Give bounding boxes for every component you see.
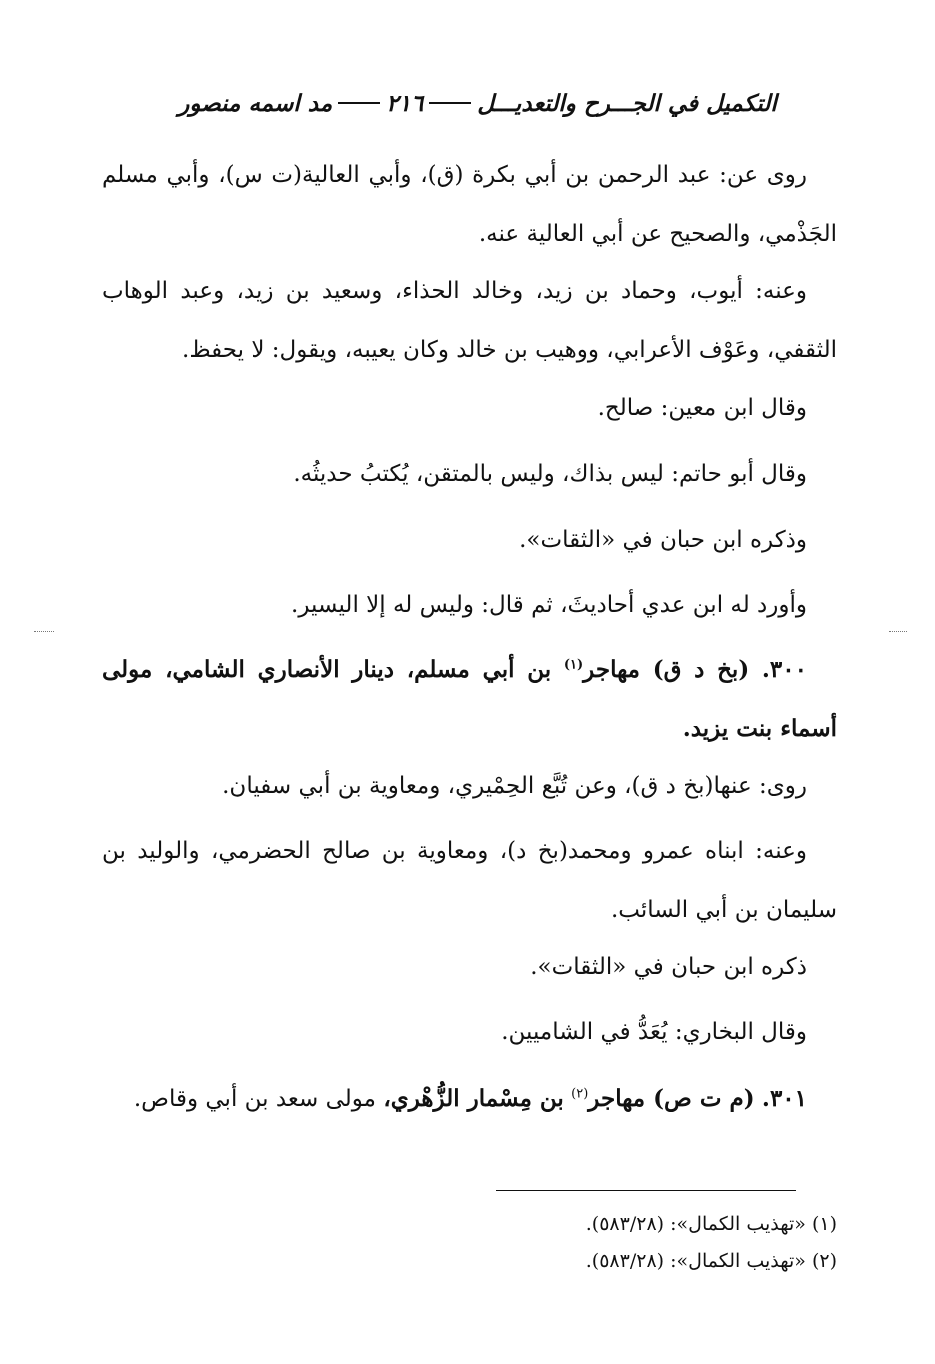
footnote-separator bbox=[496, 1190, 796, 1191]
footnote: (١) «تهذيب الكمال»: (٥٨٣/٢٨). bbox=[585, 1213, 837, 1235]
paragraph: وأورد له ابن عدي أحاديثَ، ثم قال: وليس له إلا اليسير. bbox=[291, 592, 807, 618]
paragraph: وقال ابن معين: صالح. bbox=[597, 395, 807, 421]
entry-patron: مولى سعد بن أبي وقاص. bbox=[133, 1086, 384, 1112]
entry-lineage: بن أبي مسلم، دينار الأنصاري الشامي، مولى أسماء بنت يزيد. bbox=[102, 656, 837, 742]
paragraph: وقال أبو حاتم: ليس بذاك، وليس بالمتقن، يُكتبُ حديثُه. bbox=[293, 461, 807, 487]
entry-lineage: بن مِسْمار الزُّهْري، bbox=[383, 1085, 564, 1112]
paragraph: روى عن: عبد الرحمن بن أبي بكرة (ق)، وأبي العالية(ت س)، وأبي مسلم الجَذْمي، والصحيح عن أبي العالية عنه. bbox=[102, 162, 837, 247]
header-dash bbox=[429, 102, 471, 104]
entry-number: ٣٠٠. bbox=[761, 656, 807, 683]
running-header bbox=[110, 88, 845, 120]
scan-mark bbox=[889, 631, 907, 632]
paragraph: وعنه: أيوب، وحماد بن زيد، وخالد الحذاء، وسعيد بن زيد، وعبد الوهاب الثقفي، وعَوْف الأعرابي، ووهيب بن خالد وكان يعيبه، ويقول: لا يحفظ. bbox=[102, 278, 837, 363]
footnote-ref: (٢) bbox=[571, 1086, 589, 1102]
footnote-ref: (١) bbox=[563, 657, 584, 673]
footnote: (٢) «تهذيب الكمال»: (٥٨٣/٢٨). bbox=[585, 1250, 837, 1272]
entry-301-heading bbox=[102, 1069, 837, 1129]
entry-name: (بخ د ق) مهاجر bbox=[583, 656, 750, 683]
header-author: مد اسمه منصور bbox=[178, 89, 333, 117]
paragraph: وذكره ابن حبان في «الثقات». bbox=[519, 527, 807, 553]
scan-mark bbox=[34, 631, 54, 632]
entry-300-heading bbox=[102, 640, 837, 758]
header-book-title: التكميل في الجـــرح والتعديـــل bbox=[477, 89, 777, 117]
paragraph: وعنه: ابناه عمرو ومحمد(بخ د)، ومعاوية بن صالح الحضرمي، والوليد بن سليمان بن أبي السائب. bbox=[102, 838, 837, 923]
entry-number: ٣٠١. bbox=[761, 1085, 807, 1112]
paragraph: ذكره ابن حبان في «الثقات». bbox=[530, 954, 807, 980]
page-number: ٢١٦ bbox=[386, 89, 424, 117]
header-dash bbox=[338, 102, 380, 104]
entry-name: (م ت ص) مهاجر bbox=[588, 1085, 755, 1112]
paragraph: روى: عنها(بخ د ق)، وعن تُبَّع الحِمْيري، ومعاوية بن أبي سفيان. bbox=[222, 773, 807, 799]
paragraph: وقال البخاري: يُعَدُّ في الشاميين. bbox=[501, 1019, 807, 1045]
